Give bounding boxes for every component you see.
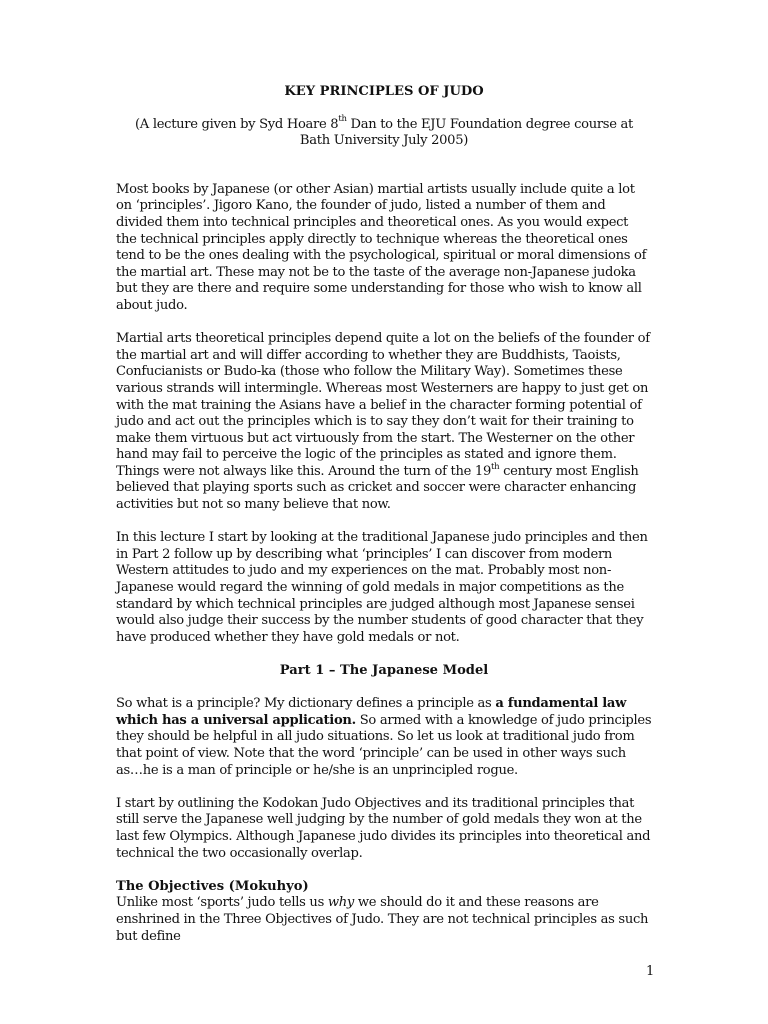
paragraph-1: Most books by Japanese (or other Asian) martial artists usually include quite a lot on ‘principles’. Jigoro Kano, the founder of judo, listed a number of them and divided them into technical principles and theoretical ones. As you would expect the technical principles apply directly to technique whereas the theoretical ones tend to be the ones dealing with the psychological, spiritual or moral dimensions of the martial art. These may not be to the taste of the average non-Japanese judoka but they are there and require some understanding for those who wish to know all about judo. (116, 181, 647, 313)
subtitle-superscript: th (338, 114, 347, 125)
paragraph-2-superscript: th (490, 461, 500, 472)
paragraph-3: In this lecture I start by looking at the traditional Japanese judo principles and then in Part 2 follow up by describing what ‘principles’ I can discover from modern Western attitudes to judo and my experiences on the mat. Probably most non-Japanese would regard the winning of gold medals in major competitions as the standard by which technical principles are judged although most Japanese sensei would also judge their success by the number students of good character that they have produced whether they have gold medals or not. (116, 530, 648, 645)
document-subtitle (116, 114, 652, 150)
paragraph-5: I start by outlining the Kodokan Judo Objectives and its traditional principles that still serve the Japanese well judging by the number of gold medals they won at the last few Olympics. Although Japanese judo divides its principles into theoretical and technical the two occasionally overlap. (116, 795, 651, 861)
document-title: KEY PRINCIPLES OF JUDO (284, 84, 484, 99)
objectives-heading: The Objectives (Mokuhyo) (116, 878, 309, 894)
principle-definition-bold: a fundamental law which has a universal application. (116, 696, 627, 728)
paragraph-4-text-b: So armed with a knowledge of judo principles they should be helpful in all judo situations. So let us look at traditional judo from that point of view. Note that the word ‘principle’ can be used in other ways such as…he is a man of principle or he/she is an unprincipled rogue. (116, 712, 652, 778)
paragraph-4 (116, 696, 652, 779)
paragraph-4-text-a: So what is a principle? My dictionary defines a principle as (116, 696, 496, 712)
paragraph-2 (116, 331, 652, 514)
paragraph-2-text-b: century most English believed that playing sports such as cricket and soccer were character enhancing activities but not so many believe that now. (116, 463, 639, 513)
paragraph-6-text-b: we should do it and these reasons are enshrined in the Three Objectives of Judo. They are not technical principles as such but define (116, 895, 649, 944)
why-italic: why (327, 895, 354, 911)
page-number: 1 (646, 964, 655, 979)
paragraph-2-text-a: Martial arts theoretical principles depend quite a lot on the beliefs of the founder of the martial art and will differ according to whether they are Buddhists, Taoists, Confucianists or Budo-ka (those who follow the Military Way). Sometimes these various strands will intermingle. Whereas most Westerners are happy to just get on with the mat training the Asians have a belief in the character forming potential of judo and act out the principles which is to say they don’t wait for their training to make them virtuous but act virtuously from the start. The Westerner on the other hand may fail to perceive the logic of the principles as stated and ignore them. Things were not always like this. Around the turn of the 19 (116, 331, 650, 479)
subtitle-text-a: (A lecture given by Syd Hoare 8 (135, 116, 339, 132)
part-1-heading: Part 1 – The Japanese Model (279, 663, 489, 678)
paragraph-6 (116, 895, 652, 945)
paragraph-6-text-a: Unlike most ‘sports’ judo tells us (116, 895, 328, 911)
document-body (116, 84, 652, 945)
subtitle-text-b: Dan to the EJU Foundation degree course at Bath University July 2005) (299, 116, 633, 149)
